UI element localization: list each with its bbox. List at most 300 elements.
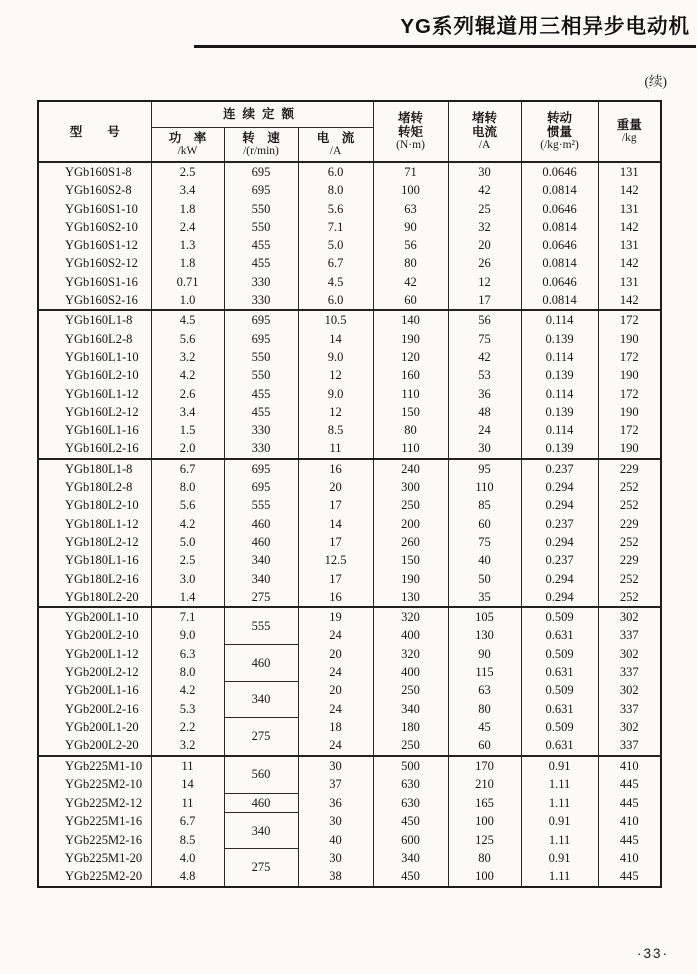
inertia-cell: 0.91 [521, 812, 598, 830]
inertia-cell: 1.11 [521, 775, 598, 793]
locked-current-cell: 30 [448, 162, 521, 181]
power-cell: 5.6 [151, 330, 224, 348]
current-cell: 6.0 [298, 291, 373, 310]
speed-cell: 275 [224, 849, 298, 887]
power-cell: 11 [151, 756, 224, 775]
table-row [38, 515, 661, 533]
weight-cell: 229 [598, 459, 661, 478]
model-cell: YGb160L2-12 [38, 403, 151, 421]
power-cell: 4.5 [151, 310, 224, 329]
table-row [38, 330, 661, 348]
power-cell: 5.3 [151, 700, 224, 718]
model-header-label: 型 号 [69, 124, 120, 139]
col-header-model [38, 101, 151, 162]
current-cell: 6.7 [298, 254, 373, 272]
table-row [38, 533, 661, 551]
model-cell: YGb180L2-8 [38, 478, 151, 496]
power-cell: 1.0 [151, 291, 224, 310]
speed-cell: 455 [224, 403, 298, 421]
col-header-weight: 重量 /kg [598, 101, 661, 162]
current-cell: 24 [298, 626, 373, 644]
weight-cell: 252 [598, 570, 661, 588]
table-row [38, 421, 661, 439]
table-row [38, 663, 661, 681]
power-cell: 4.2 [151, 366, 224, 384]
current-cell: 17 [298, 533, 373, 551]
power-cell: 2.0 [151, 439, 224, 458]
torque-cell: 150 [373, 403, 448, 421]
torque-cell: 600 [373, 831, 448, 849]
table-row [38, 200, 661, 218]
speed-cell: 550 [224, 366, 298, 384]
inertia-cell: 0.139 [521, 330, 598, 348]
model-cell: YGb160L1-8 [38, 310, 151, 329]
torque-cell: 110 [373, 439, 448, 458]
weight-cell: 142 [598, 181, 661, 199]
inertia-cell: 0.0814 [521, 291, 598, 310]
model-cell: YGb160S1-12 [38, 236, 151, 254]
table-row [38, 607, 661, 626]
power-cell: 7.1 [151, 607, 224, 626]
model-cell: YGb180L1-12 [38, 515, 151, 533]
inertia-cell: 0.139 [521, 439, 598, 458]
table-row [38, 700, 661, 718]
locked-current-cell: 80 [448, 700, 521, 718]
torque-cell: 450 [373, 812, 448, 830]
speed-cell: 550 [224, 200, 298, 218]
model-cell: YGb180L2-16 [38, 570, 151, 588]
power-cell: 1.8 [151, 200, 224, 218]
inertia-cell: 0.294 [521, 533, 598, 551]
speed-cell: 560 [224, 756, 298, 794]
table-row [38, 291, 661, 310]
model-cell: YGb160S2-12 [38, 254, 151, 272]
power-cell: 6.7 [151, 459, 224, 478]
weight-cell: 172 [598, 348, 661, 366]
inertia-cell: 0.0646 [521, 162, 598, 181]
model-cell: YGb180L2-20 [38, 588, 151, 607]
model-cell: YGb160L2-16 [38, 439, 151, 458]
current-cell: 8.0 [298, 181, 373, 199]
current-cell: 30 [298, 756, 373, 775]
torque-cell: 80 [373, 421, 448, 439]
current-cell: 20 [298, 681, 373, 699]
model-cell: YGb180L2-10 [38, 496, 151, 514]
weight-cell: 337 [598, 700, 661, 718]
locked-current-cell: 63 [448, 681, 521, 699]
col-header-locked-torque: 堵转 转矩 (N·m) [373, 101, 448, 162]
weight-cell: 190 [598, 439, 661, 458]
table-row [38, 218, 661, 236]
torque-cell: 71 [373, 162, 448, 181]
locked-current-cell: 130 [448, 626, 521, 644]
torque-cell: 190 [373, 570, 448, 588]
current-cell: 10.5 [298, 310, 373, 329]
col-header-locked-current: 堵转 电流 /A [448, 101, 521, 162]
locked-current-cell: 90 [448, 645, 521, 663]
speed-cell: 460 [224, 793, 298, 812]
spec-table-header [38, 101, 661, 162]
col-header-current: 电 流 /A [298, 127, 373, 162]
locked-current-cell: 36 [448, 385, 521, 403]
power-cell: 4.0 [151, 849, 224, 867]
inertia-cell: 1.11 [521, 793, 598, 812]
speed-cell: 695 [224, 459, 298, 478]
col-header-power: 功 率 /kW [151, 127, 224, 162]
speed-cell: 455 [224, 254, 298, 272]
weight-cell: 131 [598, 236, 661, 254]
locked-current-cell: 24 [448, 421, 521, 439]
table-row [38, 254, 661, 272]
torque-cell: 400 [373, 663, 448, 681]
locked-current-cell: 85 [448, 496, 521, 514]
torque-cell: 180 [373, 718, 448, 736]
weight-cell: 172 [598, 421, 661, 439]
model-cell: YGb200L2-20 [38, 736, 151, 755]
power-cell: 0.71 [151, 273, 224, 291]
model-cell: YGb225M2-10 [38, 775, 151, 793]
model-cell: YGb160S2-8 [38, 181, 151, 199]
weight-cell: 445 [598, 793, 661, 812]
current-cell: 5.6 [298, 200, 373, 218]
locked-current-cell: 42 [448, 348, 521, 366]
current-cell: 18 [298, 718, 373, 736]
speed-cell: 555 [224, 496, 298, 514]
current-cell: 38 [298, 867, 373, 886]
inertia-cell: 0.237 [521, 515, 598, 533]
locked-current-cell: 20 [448, 236, 521, 254]
current-cell: 11 [298, 439, 373, 458]
speed-cell: 330 [224, 291, 298, 310]
model-cell: YGb200L2-16 [38, 700, 151, 718]
model-cell: YGb225M2-12 [38, 793, 151, 812]
model-cell: YGb180L1-16 [38, 551, 151, 569]
current-cell: 16 [298, 459, 373, 478]
table-row [38, 831, 661, 849]
inertia-cell: 0.114 [521, 421, 598, 439]
model-cell: YGb160S2-10 [38, 218, 151, 236]
power-cell: 2.5 [151, 162, 224, 181]
torque-cell: 250 [373, 736, 448, 755]
current-cell: 24 [298, 700, 373, 718]
weight-cell: 445 [598, 831, 661, 849]
torque-cell: 190 [373, 330, 448, 348]
model-cell: YGb160L1-12 [38, 385, 151, 403]
page-number: ·33· [636, 946, 669, 961]
current-cell: 7.1 [298, 218, 373, 236]
current-cell: 36 [298, 793, 373, 812]
inertia-cell: 0.139 [521, 403, 598, 421]
table-row [38, 793, 661, 812]
power-cell: 2.6 [151, 385, 224, 403]
torque-cell: 320 [373, 645, 448, 663]
current-cell: 5.0 [298, 236, 373, 254]
model-cell: YGb160S1-16 [38, 273, 151, 291]
table-row [38, 236, 661, 254]
speed-cell: 275 [224, 718, 298, 756]
torque-cell: 200 [373, 515, 448, 533]
current-cell: 20 [298, 478, 373, 496]
table-row [38, 570, 661, 588]
inertia-cell: 0.509 [521, 681, 598, 699]
inertia-cell: 0.631 [521, 736, 598, 755]
torque-cell: 340 [373, 849, 448, 867]
power-cell: 3.0 [151, 570, 224, 588]
table-row [38, 310, 661, 329]
power-cell: 3.2 [151, 736, 224, 755]
locked-current-cell: 35 [448, 588, 521, 607]
inertia-cell: 0.114 [521, 348, 598, 366]
inertia-cell: 0.294 [521, 496, 598, 514]
weight-cell: 142 [598, 291, 661, 310]
speed-cell: 550 [224, 218, 298, 236]
locked-current-cell: 125 [448, 831, 521, 849]
power-cell: 1.5 [151, 421, 224, 439]
torque-cell: 250 [373, 681, 448, 699]
locked-current-cell: 100 [448, 812, 521, 830]
model-cell: YGb160S1-8 [38, 162, 151, 181]
current-cell: 30 [298, 812, 373, 830]
inertia-cell: 1.11 [521, 867, 598, 886]
table-row [38, 588, 661, 607]
speed-cell: 340 [224, 551, 298, 569]
power-cell: 4.8 [151, 867, 224, 886]
speed-cell: 695 [224, 478, 298, 496]
inertia-cell: 0.294 [521, 588, 598, 607]
table-row [38, 736, 661, 755]
power-cell: 3.4 [151, 403, 224, 421]
locked-current-cell: 170 [448, 756, 521, 775]
speed-cell: 330 [224, 439, 298, 458]
weight-cell: 229 [598, 515, 661, 533]
locked-current-cell: 42 [448, 181, 521, 199]
speed-cell: 460 [224, 533, 298, 551]
model-cell: YGb200L1-12 [38, 645, 151, 663]
table-row [38, 273, 661, 291]
locked-current-cell: 30 [448, 439, 521, 458]
table-row [38, 385, 661, 403]
power-cell: 1.3 [151, 236, 224, 254]
model-cell: YGb180L1-8 [38, 459, 151, 478]
current-cell: 19 [298, 607, 373, 626]
table-row [38, 459, 661, 478]
power-cell: 9.0 [151, 626, 224, 644]
power-cell: 8.0 [151, 663, 224, 681]
model-cell: YGb160L1-10 [38, 348, 151, 366]
weight-cell: 190 [598, 403, 661, 421]
model-cell: YGb180L2-12 [38, 533, 151, 551]
locked-current-cell: 60 [448, 515, 521, 533]
model-cell: YGb225M2-16 [38, 831, 151, 849]
table-row [38, 867, 661, 886]
table-row [38, 439, 661, 458]
current-cell: 20 [298, 645, 373, 663]
current-cell: 24 [298, 736, 373, 755]
locked-current-cell: 17 [448, 291, 521, 310]
inertia-cell: 0.91 [521, 849, 598, 867]
speed-cell: 455 [224, 385, 298, 403]
power-cell: 4.2 [151, 515, 224, 533]
power-cell: 2.2 [151, 718, 224, 736]
weight-cell: 410 [598, 756, 661, 775]
weight-cell: 445 [598, 775, 661, 793]
weight-cell: 142 [598, 218, 661, 236]
table-row [38, 775, 661, 793]
speed-cell: 330 [224, 273, 298, 291]
weight-cell: 172 [598, 310, 661, 329]
table-row [38, 645, 661, 663]
speed-cell: 695 [224, 330, 298, 348]
current-cell: 37 [298, 775, 373, 793]
inertia-cell: 0.237 [521, 551, 598, 569]
weight-cell: 229 [598, 551, 661, 569]
current-cell: 40 [298, 831, 373, 849]
col-header-inertia: 转动 惯量 (/kg·m²) [521, 101, 598, 162]
torque-cell: 90 [373, 218, 448, 236]
weight-cell: 302 [598, 645, 661, 663]
model-cell: YGb160L2-10 [38, 366, 151, 384]
inertia-cell: 0.631 [521, 663, 598, 681]
locked-current-cell: 53 [448, 366, 521, 384]
col-header-speed: 转 速 /(r/min) [224, 127, 298, 162]
power-cell: 11 [151, 793, 224, 812]
torque-cell: 320 [373, 607, 448, 626]
table-row [38, 551, 661, 569]
power-cell: 3.4 [151, 181, 224, 199]
torque-cell: 400 [373, 626, 448, 644]
speed-cell: 695 [224, 162, 298, 181]
power-cell: 5.0 [151, 533, 224, 551]
torque-cell: 42 [373, 273, 448, 291]
weight-cell: 190 [598, 366, 661, 384]
table-row [38, 718, 661, 736]
weight-cell: 131 [598, 273, 661, 291]
weight-cell: 252 [598, 478, 661, 496]
speed-cell: 695 [224, 181, 298, 199]
inertia-cell: 0.139 [521, 366, 598, 384]
locked-current-cell: 45 [448, 718, 521, 736]
locked-current-cell: 40 [448, 551, 521, 569]
current-cell: 9.0 [298, 385, 373, 403]
model-cell: YGb160S1-10 [38, 200, 151, 218]
power-cell: 5.6 [151, 496, 224, 514]
model-cell: YGb200L1-10 [38, 607, 151, 626]
locked-current-cell: 75 [448, 330, 521, 348]
model-cell: YGb225M1-10 [38, 756, 151, 775]
torque-cell: 56 [373, 236, 448, 254]
page-title: YG系列辊道用三相异步电动机 [400, 15, 690, 38]
power-cell: 1.4 [151, 588, 224, 607]
inertia-cell: 0.0646 [521, 236, 598, 254]
inertia-cell: 0.631 [521, 700, 598, 718]
weight-cell: 172 [598, 385, 661, 403]
power-cell: 3.2 [151, 348, 224, 366]
inertia-cell: 0.0646 [521, 200, 598, 218]
weight-cell: 445 [598, 867, 661, 886]
speed-cell: 550 [224, 348, 298, 366]
torque-cell: 160 [373, 366, 448, 384]
table-row [38, 181, 661, 199]
weight-cell: 410 [598, 812, 661, 830]
inertia-cell: 0.0814 [521, 218, 598, 236]
speed-cell: 460 [224, 645, 298, 682]
speed-cell: 455 [224, 236, 298, 254]
inertia-cell: 0.509 [521, 645, 598, 663]
continued-marker: (续) [644, 74, 667, 89]
weight-cell: 337 [598, 663, 661, 681]
table-row [38, 756, 661, 775]
weight-cell: 302 [598, 681, 661, 699]
current-cell: 12 [298, 366, 373, 384]
table-row [38, 403, 661, 421]
model-cell: YGb200L2-12 [38, 663, 151, 681]
table-row [38, 366, 661, 384]
weight-cell: 337 [598, 736, 661, 755]
torque-cell: 630 [373, 775, 448, 793]
model-cell: YGb225M2-20 [38, 867, 151, 886]
inertia-cell: 0.0646 [521, 273, 598, 291]
inertia-cell: 0.294 [521, 570, 598, 588]
model-cell: YGb225M1-16 [38, 812, 151, 830]
torque-cell: 630 [373, 793, 448, 812]
locked-current-cell: 165 [448, 793, 521, 812]
locked-current-cell: 110 [448, 478, 521, 496]
inertia-cell: 0.237 [521, 459, 598, 478]
table-row [38, 162, 661, 181]
torque-cell: 300 [373, 478, 448, 496]
current-cell: 16 [298, 588, 373, 607]
torque-cell: 500 [373, 756, 448, 775]
weight-cell: 190 [598, 330, 661, 348]
spec-table-body [38, 162, 661, 887]
torque-cell: 260 [373, 533, 448, 551]
locked-current-cell: 32 [448, 218, 521, 236]
speed-cell: 460 [224, 515, 298, 533]
power-cell: 4.2 [151, 681, 224, 699]
current-cell: 4.5 [298, 273, 373, 291]
weight-cell: 142 [598, 254, 661, 272]
table-row [38, 626, 661, 644]
torque-cell: 150 [373, 551, 448, 569]
inertia-cell: 0.631 [521, 626, 598, 644]
power-cell: 8.0 [151, 478, 224, 496]
inertia-cell: 0.114 [521, 385, 598, 403]
locked-current-cell: 60 [448, 736, 521, 755]
inertia-cell: 0.509 [521, 718, 598, 736]
current-cell: 12 [298, 403, 373, 421]
locked-current-cell: 50 [448, 570, 521, 588]
speed-cell: 340 [224, 681, 298, 718]
inertia-cell: 0.0814 [521, 181, 598, 199]
locked-current-cell: 26 [448, 254, 521, 272]
table-row [38, 849, 661, 867]
locked-current-cell: 210 [448, 775, 521, 793]
title-rule [194, 45, 696, 48]
locked-current-cell: 48 [448, 403, 521, 421]
torque-cell: 140 [373, 310, 448, 329]
locked-current-cell: 75 [448, 533, 521, 551]
weight-cell: 252 [598, 496, 661, 514]
power-cell: 14 [151, 775, 224, 793]
current-cell: 24 [298, 663, 373, 681]
speed-cell: 330 [224, 421, 298, 439]
weight-cell: 302 [598, 607, 661, 626]
weight-cell: 337 [598, 626, 661, 644]
locked-current-cell: 56 [448, 310, 521, 329]
torque-cell: 100 [373, 181, 448, 199]
locked-current-cell: 115 [448, 663, 521, 681]
torque-cell: 450 [373, 867, 448, 886]
